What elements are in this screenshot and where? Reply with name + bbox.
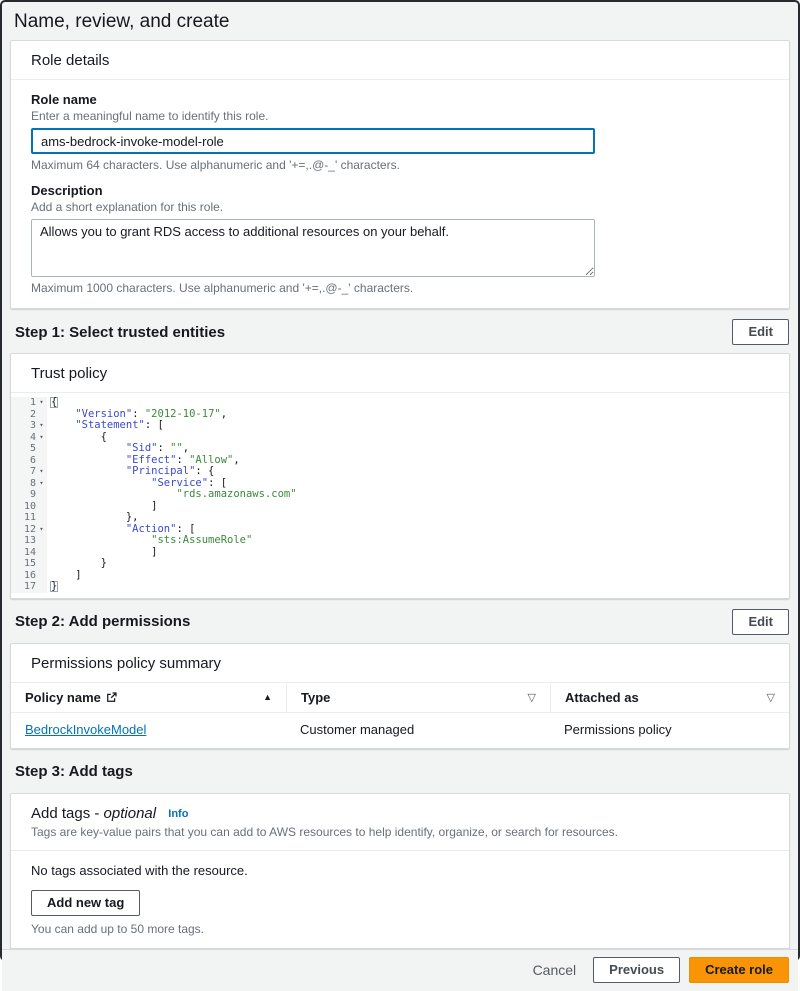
description-help: Add a short explanation for this role. <box>31 200 224 214</box>
policy-name-column-label: Policy name <box>25 689 101 705</box>
permissions-summary-header: Permissions policy summary <box>11 644 789 683</box>
add-tags-description: Tags are key-value pairs that you can add to AWS resources to help identify, organize, or search for resources. <box>31 824 618 839</box>
description-textarea[interactable] <box>31 219 595 277</box>
permissions-summary-card <box>10 643 790 749</box>
role-name-help: Enter a meaningful name to identify this role. <box>31 109 269 123</box>
add-tags-title <box>31 805 769 822</box>
role-name-constraint: Maximum 64 characters. Use alphanumeric and '+=,.@-_' characters. <box>31 158 400 172</box>
role-name-label: Role name <box>31 92 97 107</box>
line-number-gutter: 2 <box>11 409 47 421</box>
code-line-text: "Version": "2012-10-17", <box>75 407 228 420</box>
code-line-text: { <box>50 430 107 443</box>
line-number-gutter: 14 <box>11 547 47 559</box>
line-number-gutter: 12 ▾ <box>11 524 47 536</box>
code-line-text: "Principal": { <box>125 465 215 477</box>
code-line-text: { <box>51 396 58 408</box>
permissions-table-header <box>11 683 789 713</box>
line-number-gutter: 5 <box>11 443 47 455</box>
policy-link[interactable]: BedrockInvokeModel <box>25 721 147 737</box>
line-number-gutter: 8 ▾ <box>11 478 47 490</box>
fold-arrow-icon[interactable]: ▾ <box>39 478 44 487</box>
line-number-gutter: 9 <box>11 489 47 501</box>
code-line <box>11 570 789 582</box>
no-tags-message: No tags associated with the resource. <box>31 862 248 878</box>
code-line-text: "Effect": "Allow", <box>125 453 240 466</box>
tags-limit-note: You can add up to 50 more tags. <box>31 921 205 936</box>
table-row <box>11 713 789 748</box>
role-details-header: Role details <box>11 41 789 80</box>
attached-as-cell: Permissions policy <box>564 721 672 737</box>
description-field-group <box>31 183 769 296</box>
line-number-gutter: 10 <box>11 501 47 513</box>
fold-arrow-icon[interactable]: ▾ <box>39 467 44 475</box>
previous-button[interactable]: Previous <box>593 957 680 983</box>
sort-down-icon: ▽ <box>766 691 775 704</box>
info-link[interactable]: Info <box>168 807 189 820</box>
step1-edit-button[interactable]: Edit <box>732 319 789 345</box>
code-line-text: "Action": [ <box>125 522 196 535</box>
line-number-gutter: 15 <box>11 558 47 570</box>
step2-heading: Step 2: Add permissions <box>15 613 191 630</box>
page-title: Name, review, and create <box>14 11 230 32</box>
column-header-type[interactable] <box>286 683 550 712</box>
sort-down-icon: ▽ <box>527 691 536 704</box>
step2-heading-row <box>2 609 798 635</box>
policy-name-cell <box>11 722 286 737</box>
step3-heading-row <box>2 759 798 785</box>
add-tags-title-optional: optional <box>103 804 157 822</box>
line-number-gutter: 4 ▾ <box>11 432 47 444</box>
type-cell: Customer managed <box>300 721 415 737</box>
line-number-gutter: 11 <box>11 512 47 524</box>
add-tags-card <box>10 793 790 949</box>
code-line-text: ] <box>50 499 158 512</box>
code-line-text: }, <box>50 511 139 523</box>
column-header-attached-as[interactable] <box>550 683 789 712</box>
code-line <box>11 581 789 593</box>
cancel-button[interactable]: Cancel <box>525 958 585 982</box>
step3-heading: Step 3: Add tags <box>15 763 133 780</box>
description-constraint: Maximum 1000 characters. Use alphanumeric and '+=,.@-_' characters. <box>31 281 414 295</box>
code-line <box>11 547 789 559</box>
role-details-card <box>10 40 790 309</box>
code-line <box>11 420 789 432</box>
line-number-gutter: 16 <box>11 570 47 582</box>
add-tags-body <box>11 851 789 948</box>
line-number-gutter: 1 ▾ <box>11 397 47 409</box>
add-tags-header <box>11 794 789 851</box>
code-line-text: ] <box>50 545 158 558</box>
code-line-text: "sts:AssumeRole" <box>151 534 253 546</box>
attached-as-column-label: Attached as <box>565 689 639 705</box>
fold-arrow-icon[interactable]: ▾ <box>39 432 44 441</box>
line-number-gutter: 6 <box>11 455 47 467</box>
code-line-text: } <box>51 580 58 592</box>
step1-heading: Step 1: Select trusted entities <box>15 323 226 341</box>
add-tags-title-main: Add tags - <box>31 804 100 822</box>
sort-ascending-icon: ▲ <box>263 692 272 702</box>
code-line-text: "Service": [ <box>151 476 228 489</box>
description-label: Description <box>31 183 103 198</box>
fold-arrow-icon[interactable]: ▾ <box>39 398 44 406</box>
fold-arrow-icon[interactable]: ▾ <box>39 421 44 429</box>
code-line <box>11 558 789 570</box>
step2-edit-button[interactable]: Edit <box>732 609 789 635</box>
role-name-input[interactable] <box>31 128 595 154</box>
line-number-gutter: 17 <box>11 581 47 593</box>
code-line-text: ] <box>50 568 82 581</box>
trust-policy-card <box>10 353 790 599</box>
line-number-gutter: 3 ▾ <box>11 420 47 432</box>
type-column-label: Type <box>301 689 331 705</box>
code-line-text: "Statement": [ <box>75 419 164 431</box>
create-role-button[interactable]: Create role <box>689 957 789 983</box>
footer-action-bar <box>2 949 798 991</box>
trust-policy-header: Trust policy <box>11 354 789 393</box>
add-new-tag-button[interactable]: Add new tag <box>31 890 140 916</box>
line-number-gutter: 13 <box>11 535 47 547</box>
column-header-policy-name[interactable] <box>11 683 286 712</box>
step1-heading-row <box>2 319 798 345</box>
code-line-text: "Sid": "", <box>125 442 190 454</box>
fold-arrow-icon[interactable]: ▾ <box>39 524 44 533</box>
role-name-field-group <box>31 92 769 173</box>
external-link-icon <box>106 692 117 703</box>
role-details-body <box>11 80 789 308</box>
trust-policy-editor <box>11 393 789 598</box>
code-line-text: "rds.amazonaws.com" <box>176 488 297 500</box>
code-line-text: } <box>50 557 107 569</box>
line-number-gutter: 7 ▾ <box>11 466 47 478</box>
